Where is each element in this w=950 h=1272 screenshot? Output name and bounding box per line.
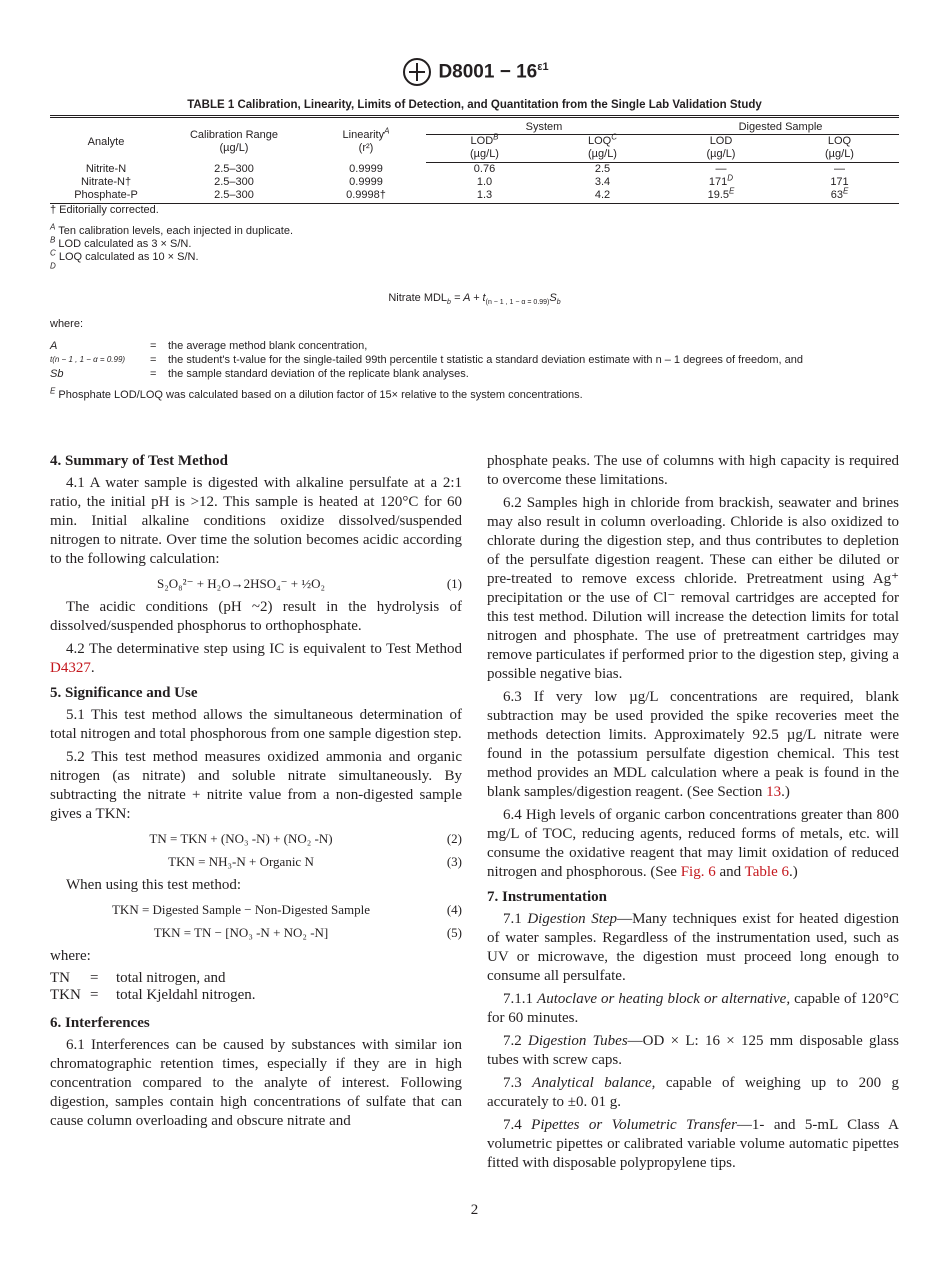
footnote-d: D — [50, 261, 56, 271]
paragraph-7-2: 7.2 Digestion Tubes—OD × L: 16 × 125 mm disposable glass tubes with screw caps. — [487, 1033, 900, 1069]
calibration-table — [50, 115, 899, 204]
mdl-equation: Nitrate $MDL_b = A + t_{(n - 1 , 1 - \alpha = 0.99)}S_b$ — [388, 292, 561, 307]
definition-row: TKN = total Kjeldahl nitrogen. — [50, 987, 256, 1004]
paragraph-7-4: 7.4 Pipettes or Volumetric Transfer—1- and 5-mL Class A volumetric pipettes or calibrated variable volume automatic pipettes fitted with disposable polypropylene tips. — [487, 1117, 900, 1172]
paragraph-6-2: 6.2 Samples high in chloride from brackish, seawater and brines may also result in column overloading. Chloride is also oxidized to chlorate during the digestion step, and thus contributes to depletion of the persulfate digestion reagent. These can either be diluted or pre-treated to remove excess chloride. Pretreatment using Ag⁺ precipitation or the use of Cl⁻ removal cartridges are accepted for this test method. Dilution will increase the detection limits for total nitrogen and phosphate. The use of pretreatment cartridges may remove particulates if performed prior to the digestion step, giving a possible negative bias. — [487, 495, 899, 683]
where-label: where: — [50, 948, 91, 965]
left-column — [50, 446, 462, 1177]
paragraph-6-1-cont: phosphate peaks. The use of columns with high capacity is required to overcome these limitations. — [487, 453, 899, 489]
equation-3: TKN = NH₃-N + Organic N (3) — [168, 854, 462, 870]
section-6-heading: 6. Interferences — [50, 1015, 150, 1032]
table-row: Phosphate-P 2.5–300 0.9998† 1.3 4.2 $19.5^E$ $63^E$ — [50, 189, 899, 204]
definition-row: TN = total nitrogen, and — [50, 970, 226, 987]
equation-1: S₂O₈²⁻ + H₂O→2HSO₄⁻ + ½O₂ (1) — [157, 576, 462, 592]
paragraph-5-2: 5.2 This test method measures oxidized ammonia and organic nitrogen (as nitrate) and soluble nitrate simultaneously. By subtracting the nitrate + nitrite value from a non-digested sample gives a TKN: — [50, 749, 462, 823]
header-system-lod: $LOD^B$ (µg/L) — [426, 135, 543, 163]
header-linearity: Linearity$^A$ (r²) — [306, 117, 426, 163]
definition-row: t(n − 1 , 1 − α = 0.99) = the student's t-value for the single-tailed 99th percentile t statistic a standard deviation estimate with n – 1 degrees of freedom, and — [50, 354, 803, 367]
paragraph-6-3: 6.3 If very low µg/L concentrations are required, blank subtraction may be used provided the spike recoveries meet the methods detection limits. Approximately 92.5 µg/L nitrate were found in the potassium persulfate digestion chemical. This test method provides an MDL calculation where a peak is found in the blank samples/digestion reagent. (See Section 13.) — [487, 689, 899, 801]
paragraph-4-1-cont: The acidic conditions (pH ~2) result in the hydrolysis of dissolved/suspended phosphorus to orthophosphate. — [50, 599, 462, 635]
paragraph-6-4: 6.4 High levels of organic carbon concentrations greater than 800 mg/L of TOC, reducing agents, reduced forms of metals, etc. will consume the oxidative reagent that may limit oxidation of reduced nitrogen and phosphorous. (See Fig. 6 and Table 6.) — [487, 807, 899, 881]
paragraph-4-1: 4.1 A water sample is digested with alkaline persulfate at a 2:1 ratio, the initial pH is >12. This sample is heated at 120°C for 60 min. Initial alkaline conditions oxidize dissolved/suspended nitrogen to nitrate. Over time the solution becomes acidic according to the following calculation: — [50, 475, 462, 568]
link-section-13[interactable]: 13 — [766, 784, 782, 801]
equation-5: TKN = TN − [NO₃ -N + NO₂ -N] (5) — [153, 925, 462, 941]
paragraph-5-2-cont: When using this test method: — [66, 877, 241, 894]
header-system-loq: $LOQ^C$ (µg/L) — [543, 135, 662, 163]
astm-logo-icon — [400, 57, 434, 87]
equation-4: TKN = Digested Sample − Non-Digested Sample (4) — [111, 902, 462, 918]
page-number: 2 — [470, 1202, 479, 1219]
section-4-heading: 4. Summary of Test Method — [50, 453, 228, 470]
document-id-epsilon: ε1 — [537, 61, 549, 73]
document-id: D8001 − 16 — [438, 61, 538, 83]
link-d4327[interactable]: D4327 — [50, 660, 91, 677]
document-header — [50, 52, 899, 87]
definition-row: A = the average method blank concentration, — [50, 340, 368, 353]
footnote-a: $^A$ Ten calibration levels, each injected in duplicate. — [50, 222, 294, 238]
paragraph-7-1: 7.1 Digestion Step—Many techniques exist for heated digestion of water samples. Regardless of the instrumentation used, such as UV or microwave, the digestion must proceed long enough to consume all persulfate. — [487, 911, 900, 985]
footnote-b: $^B$ LOD calculated as 3 × S/N. — [50, 235, 192, 251]
header-digested-lod: LOD (µg/L) — [662, 135, 780, 163]
link-fig-6[interactable]: Fig. 6 — [680, 864, 716, 881]
section-7-heading: 7. Instrumentation — [487, 889, 608, 906]
link-table-6[interactable]: Table 6 — [744, 864, 789, 881]
where-label: where: — [50, 318, 84, 331]
equation-2: TN = TKN + (NO₃ -N) + (NO₂ -N) (2) — [149, 831, 462, 847]
paragraph-7-3: 7.3 Analytical balance, capable of weighing up to 200 g accurately to ±0. 01 g. — [487, 1075, 899, 1111]
footnote-c: $^C$ LOQ calculated as 10 × S/N. — [50, 248, 199, 264]
header-system: System — [426, 117, 662, 135]
body-columns — [50, 446, 899, 1177]
header-analyte: Analyte — [50, 117, 162, 163]
header-calibration-range: Calibration Range (µg/L) — [162, 117, 306, 163]
table-row: Nitrite-N 2.5–300 0.9999 0.76 2.5 — — — [85, 163, 845, 176]
paragraph-6-1: 6.1 Interferences can be caused by substances with similar ion chromatographic retention times, especially if they are in high concentration compared to the analyte of interest. Following digestion, samples contain high concentrations of sulfate that can cause column overloading and obscure nitrate and — [50, 1037, 462, 1130]
definitions — [50, 970, 256, 1004]
section-5-heading: 5. Significance and Use — [50, 685, 198, 702]
header-digested-sample: Digested Sample — [662, 117, 899, 135]
paragraph-5-1: 5.1 This test method allows the simultaneous determination of total nitrogen and total phosphorous from one sample digestion step. — [50, 707, 462, 743]
paragraph-7-1-1: 7.1.1 Autoclave or heating block or alternative, capable of 120°C for 60 minutes. — [487, 991, 900, 1027]
table-row: Nitrate-N† 2.5–300 0.9999 1.0 3.4 $171^D$ 171 — [80, 173, 849, 189]
footnote-e: $^E$ Phosphate LOD/LOQ was calculated based on a dilution factor of 15× relative to the system concentrations. — [50, 386, 583, 402]
header-digested-loq: LOQ (µg/L) — [780, 135, 899, 163]
paragraph-4-2: 4.2 The determinative step using IC is equivalent to Test Method D4327. — [50, 641, 462, 677]
table-title: TABLE 1 Calibration, Linearity, Limits of Detection, and Quantitation from the Single Lab Validation Study — [187, 99, 762, 112]
definition-row: Sb = the sample standard deviation of the replicate blank analyses. — [50, 368, 469, 381]
right-column — [487, 446, 899, 1177]
editorial-note: † Editorially corrected. — [50, 204, 159, 217]
